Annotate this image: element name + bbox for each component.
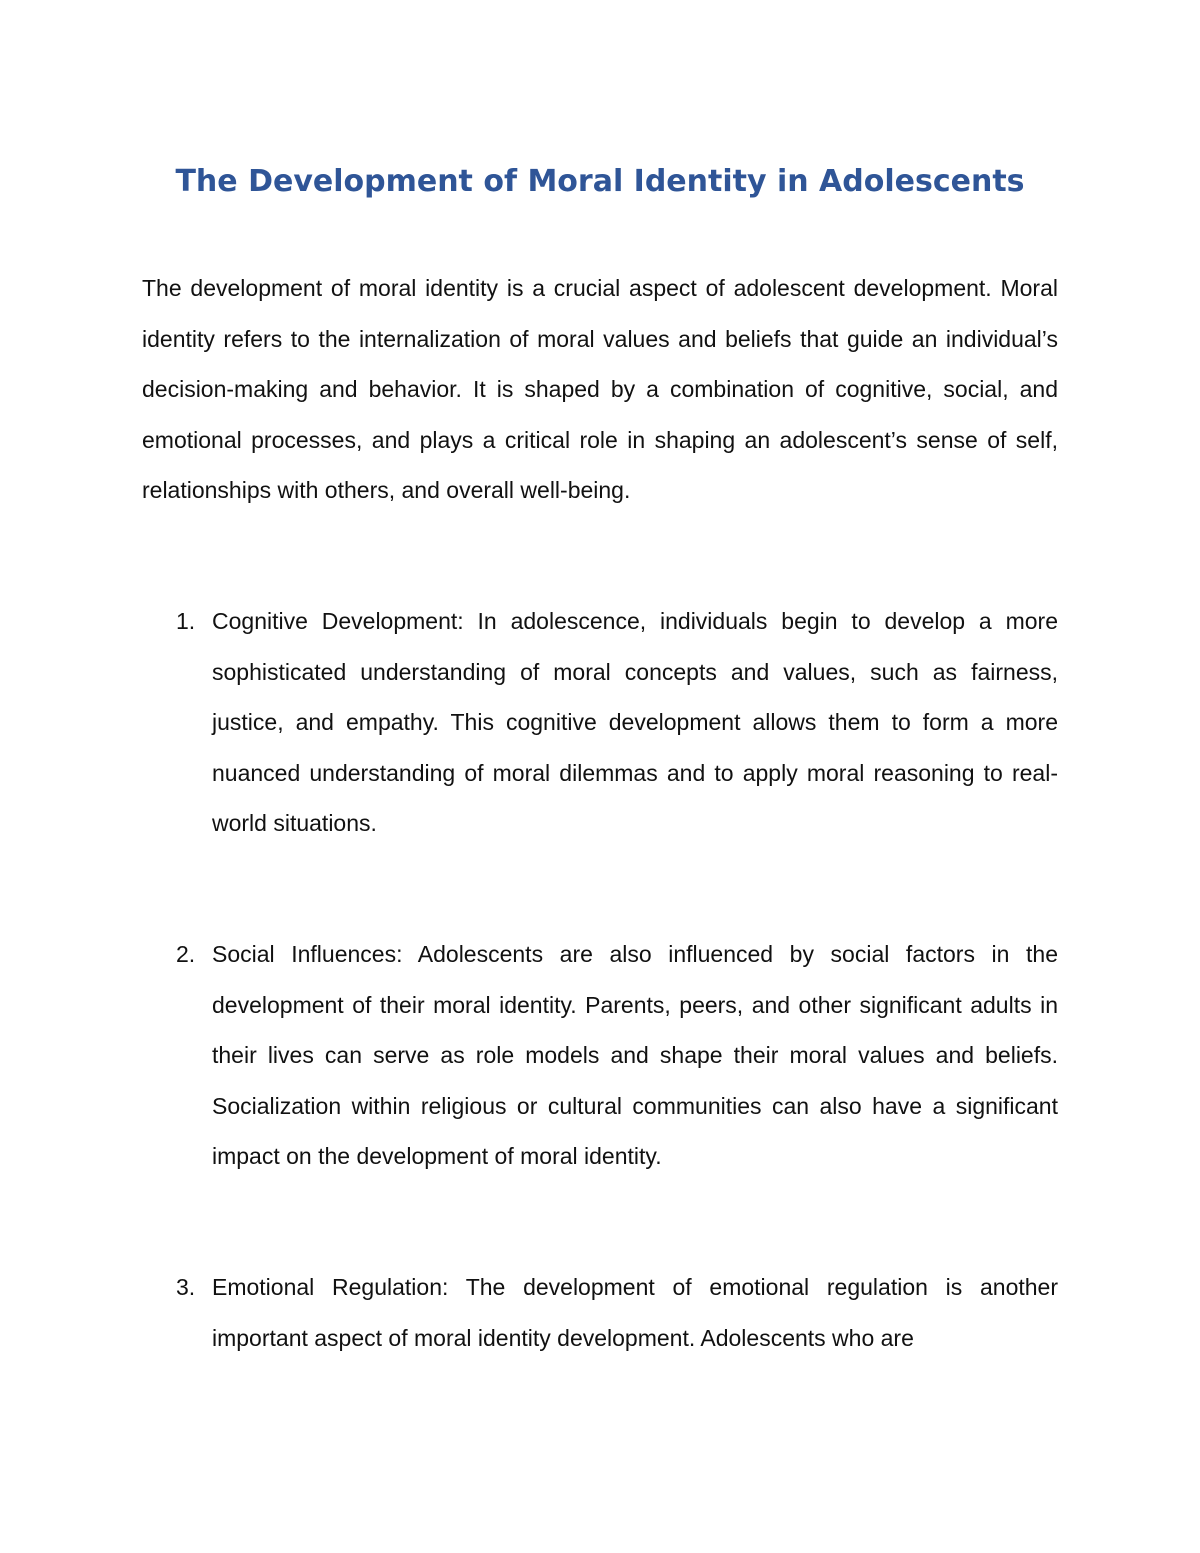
list-item xyxy=(142,596,1058,849)
list-item xyxy=(142,929,1058,1182)
list-item-text: Cognitive Development: In adolescence, individuals begin to develop a more sophisticated understanding of moral concepts and values, such as fairness, justice, and empathy. This cognitive development allows them to form a more nuanced understanding of moral dilemmas and to apply moral reasoning to real-world situations. xyxy=(212,608,1058,836)
list-item xyxy=(142,1262,1058,1363)
intro-paragraph: The development of moral identity is a crucial aspect of adolescent development. Moral identity refers to the internalization of moral values and beliefs that guide an individual’s decision-making and behavior. It is shaped by a combination of cognitive, social, and emotional processes, and plays a critical role in shaping an adolescent’s sense of self, relationships with others, and overall well-being. xyxy=(142,275,1058,503)
document-title: The Development of Moral Identity in Adolescents xyxy=(175,164,1025,199)
list-item-text: Emotional Regulation: The development of emotional regulation is another important aspect of moral identity development. Adolescents who are xyxy=(212,1274,1058,1351)
list-item-number: 1. xyxy=(176,608,196,634)
list-item-number: 2. xyxy=(176,941,196,967)
list-item-text: Social Influences: Adolescents are also influenced by social factors in the development of their moral identity. Parents, peers, and other significant adults in their lives can serve as role models and shape their moral values and beliefs. Socialization within religious or cultural communities can also have a significant impact on the development of moral identity. xyxy=(212,941,1058,1169)
list-item-number: 3. xyxy=(176,1274,196,1300)
